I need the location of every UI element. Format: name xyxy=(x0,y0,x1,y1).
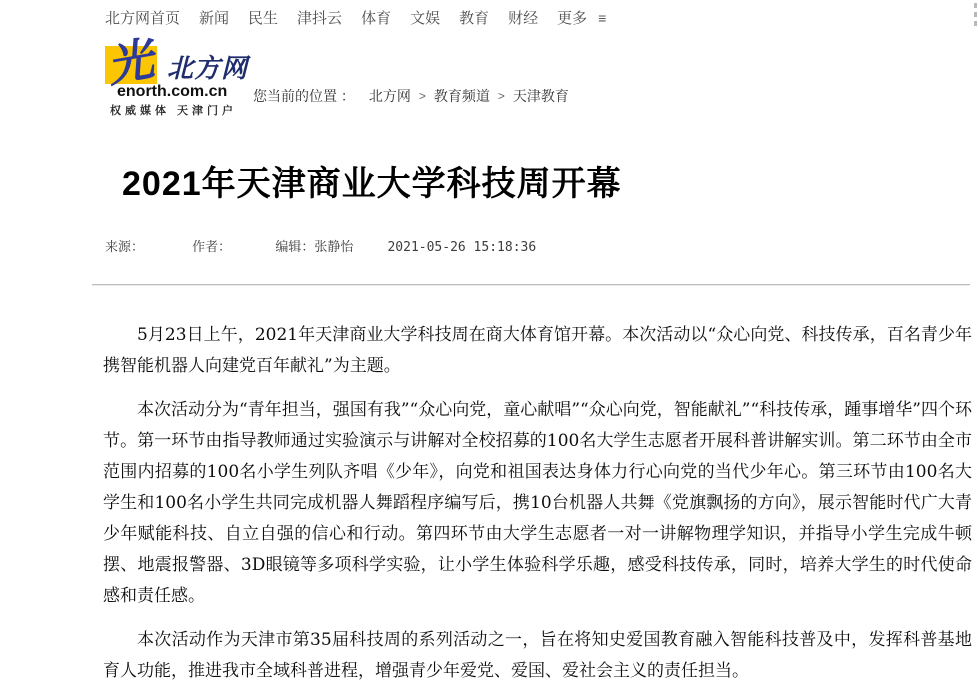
meta-author-label: 作者： xyxy=(192,240,232,255)
nav-item-finance[interactable]: 财经 xyxy=(508,10,539,27)
nav-item-entertainment[interactable]: 文娱 xyxy=(410,10,441,27)
breadcrumb-separator: > xyxy=(497,89,505,103)
top-navigation xyxy=(105,7,606,28)
logo-brand-name: 北方网 xyxy=(167,54,249,84)
enorth-logo-icon: 光 xyxy=(102,31,158,93)
meta-datetime: 2021-05-26 15:18:36 xyxy=(387,240,537,255)
breadcrumb xyxy=(253,86,569,106)
article-paragraph: 5月23日上午，2021年天津商业大学科技周在商大体育馆开幕。本次活动以“众心向党、科技传承，百名青少年携智能机器人向建党百年献礼”为主题。 xyxy=(103,325,972,376)
logo-tagline: 权威媒体 天津门户 xyxy=(110,105,238,117)
enorth-logo[interactable] xyxy=(102,31,255,117)
nav-item-news[interactable]: 新闻 xyxy=(199,10,230,27)
article-paragraph: 本次活动作为天津市第35届科技周的系列活动之一，旨在将知史爱国教育融入智能科技普及中，发挥科普基地育人功能，推进我市全域科普进程，增强青少年爱党、爱国、爱社会主义的责任担当。 xyxy=(103,630,972,681)
more-menu-icon[interactable]: ≡ xyxy=(598,9,607,26)
nav-item-more[interactable]: 更多 xyxy=(557,10,588,27)
breadcrumb-label: 您当前的位置 ： xyxy=(253,88,355,104)
article-meta xyxy=(105,236,536,255)
header-divider xyxy=(92,284,970,286)
meta-source-label: 来源： xyxy=(105,240,145,255)
meta-editor-label: 编辑：张静怡 xyxy=(275,240,354,255)
scrollbar-fragment[interactable] xyxy=(974,3,977,27)
article-body xyxy=(103,320,972,693)
nav-item-home[interactable]: 北方网首页 xyxy=(105,10,181,27)
article-paragraph: 本次活动分为“青年担当，强国有我”“众心向党，童心献唱”“众心向党，智能献礼”“科技传承，踵事增华”四个环节。第一环节由指导教师通过实验演示与讲解对全校招募的100名大学生志愿者开展科普讲解实训。第二环节由全市范围内招募的100名小学生列队齐唱《少年》，向党和祖国表达身体力行心向党的当代少年心。第三环节由100名大学生和100名小学生共同完成机器人舞蹈程序编写后，携10台机器人共舞《党旗飘扬的方向》，展示智能时代广大青少年赋能科技、自立自强的信心和行动。第四环节由大学生志愿者一对一讲解物理学知识，并指导小学生完成牛顿摆、地震报警器、3D眼镜等多项科学实验，让小学生体验科学乐趣，感受科技传承，同时，培养大学生的时代使命感和责任感。 xyxy=(103,400,972,606)
article-title: 2021年天津商业大学科技周开幕 xyxy=(122,165,622,203)
breadcrumb-link-home[interactable]: 北方网 xyxy=(368,88,411,104)
breadcrumb-link-tianjin-education[interactable]: 天津教育 xyxy=(512,88,569,104)
nav-item-education[interactable]: 教育 xyxy=(459,10,490,27)
logo-domain-text: enorth.com.cn xyxy=(117,83,228,100)
nav-item-jindouyun[interactable]: 津抖云 xyxy=(297,10,343,27)
nav-item-livelihood[interactable]: 民生 xyxy=(248,10,279,27)
breadcrumb-separator: > xyxy=(418,89,426,103)
breadcrumb-link-education-channel[interactable]: 教育频道 xyxy=(433,88,490,104)
nav-item-sports[interactable]: 体育 xyxy=(361,10,392,27)
